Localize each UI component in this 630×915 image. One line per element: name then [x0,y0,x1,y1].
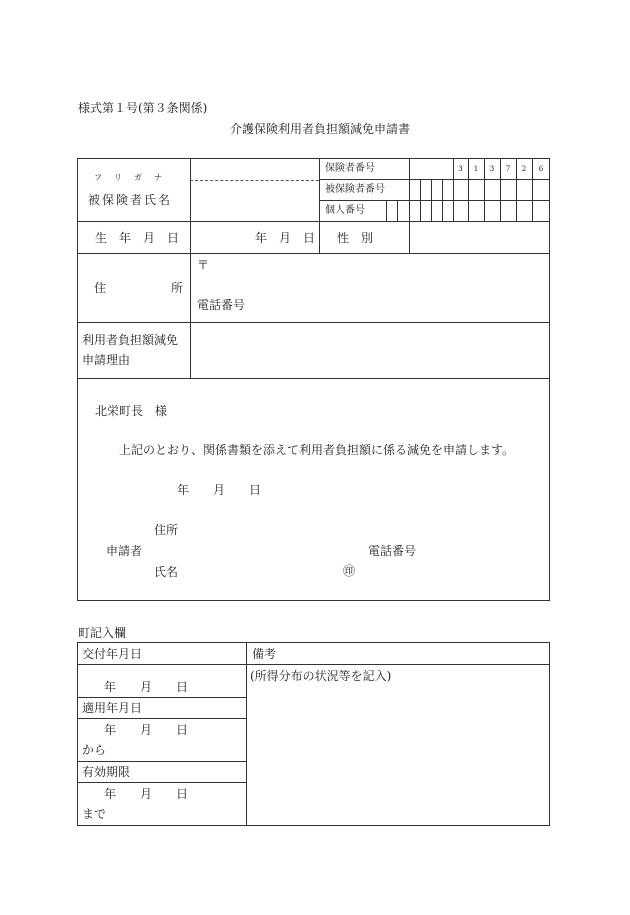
from-label: から [82,743,107,757]
row-divider [77,664,550,665]
form-title: 介護保険利用者負担額減免申請書 [230,122,411,136]
birthdate-label: 生 年 月 日 [95,231,180,245]
reason-label-line2: 申請理由 [82,353,131,367]
validity-value[interactable]: 年 月 日 [104,787,189,801]
reason-label-line1: 利用者負担額減免 [82,333,179,347]
digit-divider [453,179,454,200]
applicant-phone-label: 電話番号 [368,544,417,558]
seal-mark: ㊞ [343,564,356,578]
phone-label: 電話番号 [197,298,246,312]
reason-field[interactable] [192,324,548,376]
digit-divider [468,179,469,200]
digit-divider [516,179,517,200]
statement: 上記のとおり、関係書類を添えて利用者負担額に係る減免を申請します。 [119,443,515,457]
office-section-title: 町記入欄 [78,626,127,640]
applicant-name-label: 氏名 [154,565,179,579]
column-divider [319,221,320,253]
validity-label: 有効期限 [82,765,131,779]
address-label-2: 所 [171,281,184,295]
remarks-field[interactable] [250,688,546,822]
digit-divider [532,200,533,221]
digit-divider [431,179,432,200]
insurer-digit: 7 [505,165,511,173]
insured-name-label: 被保険者氏名 [88,193,173,207]
address-field[interactable] [212,256,546,290]
addressee: 北栄町長 様 [95,404,168,418]
digit-divider [420,200,421,221]
digit-divider [484,179,485,200]
row-divider [77,378,550,379]
birthdate-value[interactable]: 年 月 日 [255,231,316,245]
postal-mark: 〒 [197,258,210,272]
applicant-label: 申請者 [106,544,143,558]
digit-divider [500,179,501,200]
digit-divider [516,200,517,221]
until-label: まで [82,807,107,821]
furigana-field[interactable] [192,162,317,178]
digit-divider [420,179,421,200]
digit-divider [468,200,469,221]
row-divider [77,253,550,254]
insurer-digit: 6 [538,165,544,173]
remarks-label: 備考 [252,647,277,661]
digit-divider [500,200,501,221]
insurer-digit: 2 [521,165,527,173]
column-divider [246,642,247,826]
sex-label: 性 別 [337,231,374,245]
sex-field[interactable] [411,223,548,251]
digit-divider [397,200,398,221]
remarks-note: (所得分布の状況等を記入) [250,669,392,683]
insured-name-field[interactable] [192,183,317,219]
row-divider [77,322,550,323]
application-date[interactable]: 年 月 日 [177,483,262,497]
digit-divider [453,200,454,221]
column-divider [409,221,410,253]
digit-divider [431,200,432,221]
row-divider [77,221,550,222]
row-divider [77,782,246,783]
row-divider [77,697,246,698]
form-number: 様式第１号(第３条関係) [78,101,208,115]
row-divider [77,718,246,719]
column-divider [190,158,191,378]
digit-divider [442,179,443,200]
furigana-label: フ リ ガ ナ [94,173,164,182]
row-divider [77,761,246,762]
insured-number-label: 被保険者番号 [325,184,385,195]
digit-divider [386,200,387,221]
digit-divider [442,200,443,221]
address-label-1: 住 [94,281,107,295]
insurer-number-label: 保険者番号 [325,163,375,174]
issue-date-label: 交付年月日 [82,647,143,661]
insurer-digit: 1 [473,165,479,173]
insurer-digit: 3 [458,165,463,173]
furigana-dashed-line [190,180,319,181]
personal-number-label: 個人番号 [325,205,365,216]
apply-date-label: 適用年月日 [82,701,143,715]
digit-divider [484,200,485,221]
apply-date-value[interactable]: 年 月 日 [104,723,189,737]
issue-date-value[interactable]: 年 月 日 [104,680,189,694]
applicant-address-label: 住所 [154,523,179,537]
insurer-digit: 3 [489,165,495,173]
digit-divider [532,179,533,200]
